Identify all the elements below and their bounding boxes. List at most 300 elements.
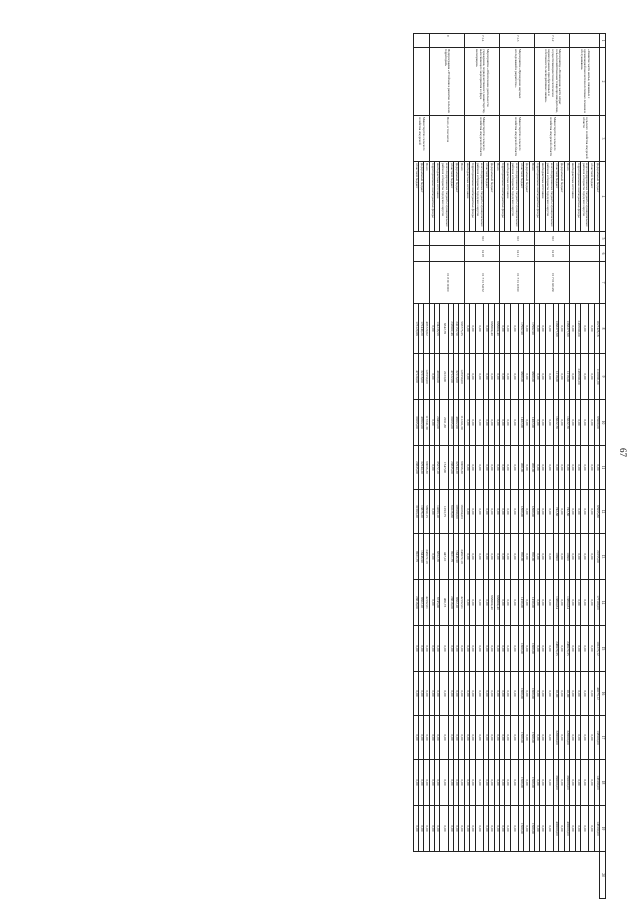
header-number-cell: 5 — [600, 232, 606, 246]
amount-cell: 17982,90 — [518, 304, 523, 354]
amount-cell: 16446,90 — [454, 534, 459, 580]
grbs-code — [413, 232, 429, 246]
amount-cell: 0,00 — [448, 806, 453, 852]
target-article-code: 01 7 01 R0430 — [535, 262, 570, 304]
header-number-cell: 10 — [600, 400, 606, 446]
amount-cell: 0,00 — [559, 580, 564, 626]
amount-cell: 0,00 — [545, 672, 553, 716]
amount-cell: 0,00 — [524, 626, 529, 672]
amount-cell: 8352,70 — [435, 534, 440, 580]
amount-cell: 0,00 — [589, 534, 594, 580]
amount-cell: 0,00 — [581, 806, 589, 852]
amount-cell: 0,00 — [435, 760, 440, 806]
header-number-cell: 11 — [600, 446, 606, 490]
funding-source: внебюджетные источники — [570, 162, 575, 232]
amount-cell: 0,00 — [545, 716, 553, 760]
table-row — [505, 34, 510, 899]
amount-cell: 1218,00 — [554, 354, 559, 400]
amount-cell: 0,00 — [454, 626, 459, 672]
amount-cell: 0,00 — [475, 354, 483, 400]
amount-cell: 950,00 — [518, 534, 523, 580]
amount-cell: 1600,00 — [529, 672, 534, 716]
amount-cell: 0,00 — [581, 490, 589, 534]
amount-cell: 18222,70 — [564, 400, 569, 446]
table-row — [524, 34, 529, 899]
amount-cell: 0,00 — [464, 304, 469, 354]
funding-source: территориальные внебюджетные фонды — [499, 162, 504, 232]
amount-cell: 0,00 — [475, 304, 483, 354]
funding-source: консолидированные бюджеты муниципальных районов и бюджеты городских округов — [440, 162, 448, 232]
amount-cell: 0,00 — [535, 534, 540, 580]
amount-cell: 0,00 — [429, 400, 434, 446]
funding-source: территориальные внебюджетные фонды — [535, 162, 540, 232]
section-code: 04 05 — [464, 246, 499, 262]
amount-cell: 39265,00 — [413, 400, 418, 446]
amount-cell: 0,00 — [470, 490, 475, 534]
amount-cell: 0,00 — [440, 806, 448, 852]
amount-cell: 0,00 — [594, 446, 599, 490]
amount-cell: 0,00 — [499, 490, 504, 534]
amount-cell: 0,00 — [535, 806, 540, 852]
amount-cell: 0,00 — [510, 626, 518, 672]
funding-source: федеральный бюджет — [559, 162, 564, 232]
amount-cell: 0,00 — [470, 672, 475, 716]
section-code — [429, 246, 464, 262]
amount-cell: 117241,30 — [424, 400, 429, 446]
amount-cell: 1482,00 — [518, 400, 523, 446]
funding-source: областной бюджет — [483, 162, 488, 232]
amount-cell: 1600,00 — [529, 626, 534, 672]
amount-cell: 0,00 — [483, 672, 488, 716]
grbs-code: 913 — [535, 232, 570, 246]
amount-cell: 0,00 — [499, 580, 504, 626]
amount-cell: 6745,00 — [435, 580, 440, 626]
amount-cell: 0,00 — [464, 490, 469, 534]
amount-cell: 0,00 — [589, 400, 594, 446]
amount-cell: 0,00 — [464, 446, 469, 490]
amount-cell: 8502,10 — [454, 580, 459, 626]
amount-cell: 0,00 — [489, 534, 494, 580]
amount-cell: 0,00 — [429, 760, 434, 806]
amount-cell: 233902,48 — [448, 304, 453, 354]
row-number: 8 — [429, 34, 464, 48]
grbs-code — [570, 232, 600, 246]
amount-cell: 450,00 — [529, 446, 534, 490]
amount-cell: 0,00 — [429, 806, 434, 852]
table-row — [440, 34, 448, 899]
amount-cell: 0,00 — [435, 672, 440, 716]
target-article-code — [413, 262, 429, 304]
amount-cell: 1600,00 — [518, 626, 523, 672]
funding-source: Всего — [564, 162, 569, 232]
amount-cell: 20463,00 — [435, 400, 440, 446]
funding-source: территориальные внебюджетные фонды — [575, 162, 580, 232]
funding-source: консолидированные бюджеты муниципальных районов и бюджеты городских округов — [475, 162, 483, 232]
amount-cell: 0,00 — [475, 760, 483, 806]
amount-cell: 1450,00 — [518, 580, 523, 626]
amount-cell: 0,00 — [459, 672, 464, 716]
amount-cell: 95900,00 — [594, 400, 599, 446]
amount-cell: 40273,12 — [594, 672, 599, 716]
amount-cell: 447,10 — [440, 534, 448, 580]
amount-cell: 145580,00 — [594, 806, 599, 852]
amount-cell: 0,00 — [429, 490, 434, 534]
amount-cell: 0,00 — [545, 400, 553, 446]
amount-cell: 10,00 — [554, 672, 559, 716]
amount-cell: 400000,00 — [564, 806, 569, 852]
table-row — [581, 34, 589, 899]
amount-cell: 0,00 — [505, 626, 510, 672]
executor: Министерство сельского хозяйства Амурской области — [535, 116, 570, 162]
table-row — [518, 34, 523, 899]
header-number-cell: 19 — [600, 806, 606, 852]
amount-cell: 0,00 — [570, 534, 575, 580]
target-article-code: 01 7 01 10810 — [499, 262, 534, 304]
funding-source: областной бюджет — [518, 162, 523, 232]
row-number: 7.1.2 — [535, 34, 570, 48]
funding-source: федеральный бюджет — [454, 162, 459, 232]
amount-cell: 40100,00 — [435, 354, 440, 400]
table-row — [470, 34, 475, 899]
amount-cell: 0,00 — [545, 580, 553, 626]
amount-cell: 0,00 — [418, 626, 423, 672]
amount-cell: 59990,15 — [424, 490, 429, 534]
amount-cell: 0,00 — [494, 400, 499, 446]
amount-cell: 460,73 — [440, 580, 448, 626]
amount-cell: 0,00 — [510, 672, 518, 716]
amount-cell: 593775,35 — [459, 304, 464, 354]
grbs-code: 913 — [464, 232, 499, 246]
amount-cell: 0,00 — [448, 672, 453, 716]
amount-cell: 47120,00 — [413, 354, 418, 400]
table-row — [454, 34, 459, 899]
table-row — [529, 34, 534, 899]
event-name: Мероприятие «Возмещение части затрат сельскохозяйственным товаропроизводителям, осуществляющим технологическое перевооружение приобретенных в собственность мелиоративных машин» — [535, 48, 570, 116]
amount-cell: 360000,00 — [564, 760, 569, 806]
amount-cell: 0,00 — [524, 760, 529, 806]
table-row — [540, 34, 545, 899]
amount-cell: 0,00 — [413, 716, 418, 760]
amount-cell: 0,00 — [559, 806, 564, 852]
page-number: 67 — [618, 448, 628, 457]
amount-cell: 111241,30 — [459, 400, 464, 446]
amount-cell: 0,00 — [581, 304, 589, 354]
amount-cell: 0,00 — [459, 806, 464, 852]
amount-cell: 0,00 — [470, 806, 475, 852]
amount-cell: 0,00 — [589, 716, 594, 760]
amount-cell: 0,00 — [540, 626, 545, 672]
table-row — [435, 34, 440, 899]
header-number-cell: 1 — [600, 34, 606, 48]
amount-cell: 0,00 — [510, 806, 518, 852]
amount-cell: 0,00 — [413, 806, 418, 852]
amount-cell: 0,00 — [499, 446, 504, 490]
funding-source: внебюджетные источники — [464, 162, 469, 232]
amount-cell: 0,00 — [535, 626, 540, 672]
amount-cell: 0,00 — [489, 672, 494, 716]
header-number-cell: 17 — [600, 716, 606, 760]
amount-cell: 668804,40 — [489, 580, 494, 626]
amount-cell: 1500,00 — [529, 716, 534, 760]
amount-cell: 400000,00 — [554, 806, 559, 852]
amount-cell: 0,00 — [499, 626, 504, 672]
amount-cell: 0,00 — [559, 534, 564, 580]
amount-cell: 9921,79 — [448, 534, 453, 580]
amount-cell: 0,00 — [589, 626, 594, 672]
amount-cell: 0,00 — [535, 446, 540, 490]
amount-cell: 0,00 — [418, 760, 423, 806]
amount-cell: 0,00 — [505, 490, 510, 534]
executor: Министерство сельского хозяйства Амурской области — [464, 116, 499, 162]
amount-cell: 1482,00 — [529, 400, 534, 446]
amount-cell: 0,00 — [505, 806, 510, 852]
amount-cell: 13864,64 — [554, 580, 559, 626]
amount-cell: 0,00 — [535, 672, 540, 716]
amount-cell: 0,00 — [535, 490, 540, 534]
event-name: Подпрограмма «Устойчивое развитие сельских территорий» — [429, 48, 464, 116]
amount-cell: 668804,40 — [494, 304, 499, 354]
amount-cell: 0,00 — [499, 716, 504, 760]
amount-cell: 0,00 — [489, 806, 494, 852]
amount-cell: 0,00 — [483, 534, 488, 580]
grbs-code: 913 — [499, 232, 534, 246]
amount-cell: 177100,00 — [594, 580, 599, 626]
amount-cell: 0,00 — [559, 446, 564, 490]
amount-cell: 0,00 — [418, 806, 423, 852]
amount-cell: 85995,80 — [594, 490, 599, 534]
amount-cell: 16446,90 — [418, 534, 423, 580]
table-row — [464, 34, 469, 899]
amount-cell: 0,00 — [494, 626, 499, 672]
amount-cell: 49502,00 — [418, 400, 423, 446]
amount-cell: 0,00 — [424, 626, 429, 672]
amount-cell: 0,00 — [570, 760, 575, 806]
amount-cell: 0,00 — [575, 580, 580, 626]
funding-source: Всего — [424, 162, 429, 232]
amount-cell: 3800,00 — [529, 354, 534, 400]
amount-cell: 0,00 — [570, 580, 575, 626]
amount-cell: 0,00 — [475, 446, 483, 490]
amount-cell: 0,00 — [575, 446, 580, 490]
amount-cell: 0,00 — [564, 446, 569, 490]
amount-cell: 0,00 — [489, 446, 494, 490]
table-row — [424, 34, 429, 899]
amount-cell: 0,00 — [570, 490, 575, 534]
amount-cell: 668804,40 — [489, 304, 494, 354]
amount-cell: 0,00 — [448, 626, 453, 672]
budget-table — [413, 33, 606, 899]
table-row — [535, 34, 540, 899]
table-row — [575, 34, 580, 899]
amount-cell: 0,00 — [489, 760, 494, 806]
amount-cell: 0,00 — [570, 672, 575, 716]
amount-cell: 173129,88 — [413, 304, 418, 354]
amount-cell: 0,00 — [540, 400, 545, 446]
amount-cell: 10,00 — [564, 672, 569, 716]
amount-cell: 0,00 — [464, 580, 469, 626]
amount-cell: 0,00 — [581, 716, 589, 760]
amount-cell: 0,00 — [524, 400, 529, 446]
amount-cell: 0,00 — [418, 672, 423, 716]
amount-cell: 0,00 — [429, 534, 434, 580]
amount-cell: 0,00 — [505, 400, 510, 446]
amount-cell: 9921,79 — [413, 534, 418, 580]
amount-cell: 99096,30 — [459, 446, 464, 490]
amount-cell: 18222,70 — [554, 400, 559, 446]
amount-cell: 0,00 — [454, 716, 459, 760]
amount-cell: 241152,50 — [454, 304, 459, 354]
amount-cell: 31563,20 — [413, 490, 418, 534]
amount-cell: 0,00 — [510, 760, 518, 806]
amount-cell: 0,00 — [510, 534, 518, 580]
amount-cell: 145580,00 — [594, 760, 599, 806]
amount-cell: 0,00 — [581, 354, 589, 400]
amount-cell: 0,00 — [429, 580, 434, 626]
amount-cell: 950,00 — [529, 534, 534, 580]
amount-cell: 0,00 — [535, 400, 540, 446]
header-number-cell: 16 — [600, 672, 606, 716]
amount-cell: 0,00 — [454, 760, 459, 806]
amount-cell: 0,00 — [424, 760, 429, 806]
amount-cell: 0,00 — [494, 446, 499, 490]
amount-cell: 0,00 — [589, 304, 594, 354]
header-number-cell: 18 — [600, 760, 606, 806]
funding-source: Всего — [529, 162, 534, 232]
amount-cell: 172449,20 — [418, 304, 423, 354]
amount-cell: 21055,00 — [594, 534, 599, 580]
amount-cell: 0,00 — [483, 580, 488, 626]
amount-cell: 343672,19 — [459, 534, 464, 580]
amount-cell: 0,00 — [475, 716, 483, 760]
amount-cell: 28618,00 — [448, 580, 453, 626]
amount-cell: 0,00 — [475, 806, 483, 852]
row-number — [570, 34, 600, 48]
amount-cell: 0,00 — [470, 626, 475, 672]
section-code: 04 11 — [499, 246, 534, 262]
amount-cell: 0,00 — [540, 806, 545, 852]
amount-cell: 10600 — [554, 534, 559, 580]
amount-cell: 2011,30 — [440, 400, 448, 446]
table-row — [489, 34, 494, 899]
amount-cell: 0,00 — [499, 354, 504, 400]
event-name: «Развитие части жилья, связанных с организацией высокотехнологичных лечения и обслуживания» — [570, 48, 600, 116]
row-number — [413, 34, 429, 48]
amount-cell: 123550,00 — [424, 354, 429, 400]
amount-cell: 29835,00 — [448, 446, 453, 490]
amount-cell: 0,00 — [589, 354, 594, 400]
amount-cell: 0,00 — [494, 760, 499, 806]
amount-cell: 14283,10 — [435, 490, 440, 534]
amount-cell: 0,00 — [545, 354, 553, 400]
amount-cell: 0,00 — [589, 760, 594, 806]
amount-cell: 0,00 — [489, 400, 494, 446]
amount-cell: 668804,40 — [494, 580, 499, 626]
amount-cell: 0,00 — [483, 806, 488, 852]
amount-cell: 0,00 — [581, 534, 589, 580]
amount-cell: 0,00 — [510, 580, 518, 626]
amount-cell: 0,00 — [483, 400, 488, 446]
amount-cell: 0,00 — [494, 534, 499, 580]
table-row — [418, 34, 423, 899]
funding-source: внебюджетные источники — [505, 162, 510, 232]
amount-cell: 0,00 — [413, 760, 418, 806]
table-row — [554, 34, 559, 899]
amount-cell: 0,00 — [483, 626, 488, 672]
amount-cell: 0,00 — [524, 716, 529, 760]
header-number-row — [600, 34, 606, 899]
amount-cell: 0,00 — [435, 806, 440, 852]
amount-cell: 32116,00 — [454, 354, 459, 400]
row-number: 7.1.3 — [499, 34, 534, 48]
amount-cell: 0,00 — [464, 716, 469, 760]
table-row — [499, 34, 504, 899]
amount-cell: 0,00 — [475, 490, 483, 534]
funding-source: консолидированные бюджеты муниципальных районов и бюджеты городских округов — [510, 162, 518, 232]
amount-cell: 0,00 — [494, 354, 499, 400]
amount-cell: 0,00 — [575, 490, 580, 534]
amount-cell: 742,80 — [554, 490, 559, 534]
amount-cell: 0,00 — [545, 806, 553, 852]
amount-cell: 0,00 — [464, 354, 469, 400]
amount-cell: 0,00 — [464, 626, 469, 672]
amount-cell: 0,00 — [524, 580, 529, 626]
amount-cell: 0,00 — [470, 354, 475, 400]
row-number: 7.1.4 — [464, 34, 499, 48]
table-row — [545, 34, 553, 899]
amount-cell: 8342,78 — [440, 304, 448, 354]
funding-source: внебюджетные источники — [435, 162, 440, 232]
amount-cell: 35272,10 — [435, 446, 440, 490]
table-row — [413, 34, 418, 899]
amount-cell: 0,00 — [429, 626, 434, 672]
amount-cell: 0,00 — [459, 716, 464, 760]
amount-cell: 64126,60 — [448, 490, 453, 534]
amount-cell: 0,00 — [545, 626, 553, 672]
amount-cell: 0,00 — [589, 672, 594, 716]
amount-cell: 0,00 — [575, 534, 580, 580]
amount-cell: 0,00 — [435, 626, 440, 672]
amount-cell: 0,00 — [554, 446, 559, 490]
amount-cell: 0,00 — [570, 304, 575, 354]
amount-cell: 105980,60 — [454, 490, 459, 534]
amount-cell: 0,00 — [475, 672, 483, 716]
amount-cell: 0,00 — [524, 354, 529, 400]
amount-cell: 0,00 — [470, 760, 475, 806]
amount-cell: 405729,62 — [424, 304, 429, 354]
amount-cell: 32544,20 — [418, 446, 423, 490]
amount-cell: 1800,00 — [518, 490, 523, 534]
table-row — [475, 34, 483, 899]
amount-cell: 0,00 — [494, 806, 499, 852]
funding-source: федеральный бюджет — [594, 162, 599, 232]
amount-cell: 0,00 — [570, 626, 575, 672]
amount-cell: 1547,00 — [440, 446, 448, 490]
amount-cell: 47122,00 — [448, 354, 453, 400]
amount-cell: 0,00 — [540, 446, 545, 490]
header-number-cell: 7 — [600, 262, 606, 304]
amount-cell: 0,00 — [559, 716, 564, 760]
amount-cell: 0,00 — [499, 400, 504, 446]
amount-cell: 3800,00 — [518, 354, 523, 400]
amount-cell: 1293,75 — [440, 490, 448, 534]
amount-cell: 742,80 — [564, 490, 569, 534]
amount-cell: 1383377,69 — [564, 304, 569, 354]
amount-cell: 1110090,00 — [594, 354, 599, 400]
amount-cell: 29835,00 — [413, 446, 418, 490]
amount-cell: 0,00 — [535, 354, 540, 400]
amount-cell: 0,00 — [545, 446, 553, 490]
amount-cell: 0,00 — [510, 490, 518, 534]
